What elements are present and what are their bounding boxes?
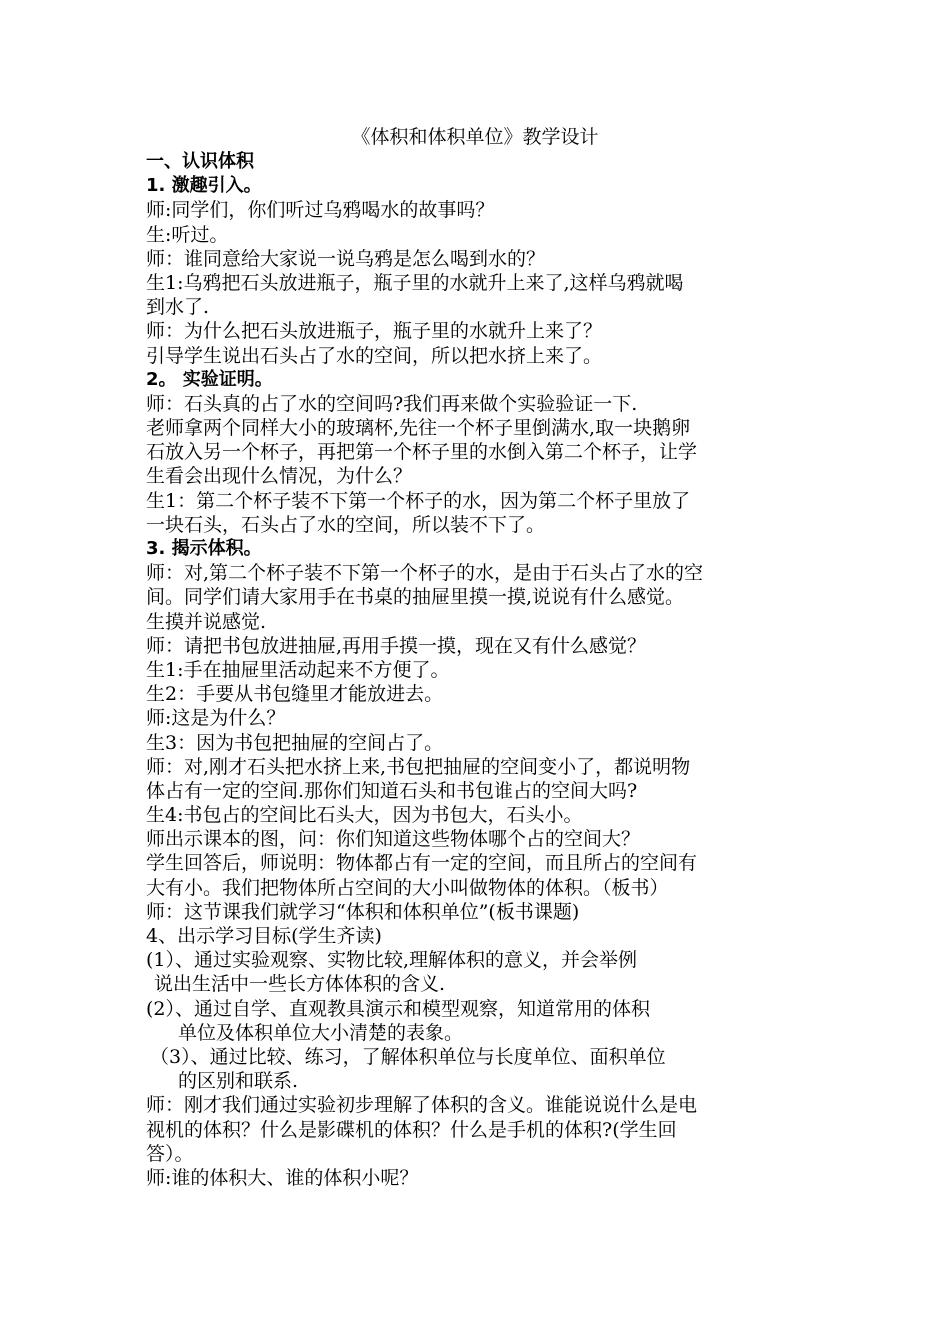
paragraph-line: 间。同学们请大家用手在书桌的抽屉里摸一摸,说说有什么感觉。 — [146, 586, 685, 609]
paragraph-line: 一块石头，石头占了水的空间，所以装不下了。 — [146, 513, 546, 536]
paragraph-line: 体占有一定的空间.那你们知道石头和书包谁占的空间大吗? — [146, 779, 638, 802]
paragraph-line: 师：刚才我们通过实验初步理解了体积的含义。谁能说说什么是电 — [146, 1094, 698, 1117]
paragraph-line: 生2：手要从书包缝里才能放进去。 — [146, 683, 444, 706]
subsection-heading: 2。 实验证明。 — [146, 368, 273, 390]
paragraph-line: 答）。 — [146, 1142, 194, 1165]
paragraph-line: 师：对,第二个杯子装不下第一个杯子的水，是由于石头占了水的空 — [146, 562, 704, 585]
paragraph-line: 师:谁的体积大、谁的体积小呢？ — [146, 1166, 419, 1189]
paragraph-line: 引导学生说出石头占了水的空间，所以把水挤上来了。 — [146, 344, 603, 367]
paragraph-line: 4、出示学习目标(学生齐读) — [146, 925, 382, 947]
paragraph-line: 师:同学们，你们听过乌鸦喝水的故事吗？ — [146, 199, 495, 222]
paragraph-line: 视机的体积？什么是影碟机的体积？什么是手机的体积?(学生回 — [146, 1118, 677, 1141]
objective-continuation: 的区别和联系. — [178, 1070, 299, 1093]
section-heading: 一、认识体积 — [146, 151, 254, 172]
paragraph-line: 师：为什么把石头放进瓶子，瓶子里的水就升上来了？ — [146, 320, 603, 343]
paragraph-line: 师：请把书包放进抽屉,再用手摸一摸，现在又有什么感觉？ — [146, 634, 647, 657]
paragraph-line: 师：谁同意给大家说一说乌鸦是怎么喝到水的？ — [146, 247, 546, 270]
objective-continuation: 单位及体积单位大小清楚的表象。 — [178, 1021, 464, 1044]
paragraph-line: 生1:乌鸦把石头放进瓶子，瓶子里的水就升上来了,这样乌鸦就喝 — [146, 271, 684, 294]
paragraph-line: 生1:手在抽屉里活动起来不方便了。 — [146, 658, 450, 681]
objective-continuation: 说出生活中一些长方体体积的含义. — [154, 973, 446, 996]
paragraph-line: 石放入另一个杯子，再把第一个杯子里的水倒入第二个杯子，让学 — [146, 441, 698, 464]
objective-item: (1）、通过实验观察、实物比较,理解体积的意义，并会举例 — [146, 949, 638, 972]
objective-item: (2）、通过自学、直观教具演示和模型观察，知道常用的体积 — [146, 997, 651, 1020]
objective-item: （3）、通过比较、练习，了解体积单位与长度单位、面积单位 — [150, 1045, 666, 1068]
paragraph-line: 师：对,刚才石头把水挤上来,书包把抽屉的空间变小了，都说明物 — [146, 755, 691, 778]
paragraph-line: 师：这节课我们就学习“体积和体积单位”(板书课题) — [146, 900, 580, 923]
subsection-heading: 3. 揭示体积。 — [146, 538, 262, 559]
paragraph-line: 师出示课本的图，问：你们知道这些物体哪个占的空间大？ — [146, 828, 641, 851]
paragraph-line: 生4:书包占的空间比石头大，因为书包大，石头小。 — [146, 804, 583, 827]
paragraph-line: 大有小。我们把物体所占空间的大小叫做物体的体积。（板书） — [146, 876, 669, 899]
paragraph-line: 学生回答后，师说明：物体都占有一定的空间，而且所占的空间有 — [146, 852, 698, 875]
paragraph-line: 生摸并说感觉. — [146, 610, 267, 633]
paragraph-line: 生1：第二个杯子装不下第一个杯子的水，因为第二个杯子里放了 — [146, 489, 691, 512]
document-body — [146, 150, 816, 1190]
paragraph-line: 到水了. — [146, 296, 210, 319]
paragraph-line: 生:听过。 — [146, 223, 229, 246]
paragraph-line: 老师拿两个同样大小的玻璃杯,先往一个杯子里倒满水,取一块鹅卵 — [146, 417, 691, 440]
paragraph-line: 生3：因为书包把抽屉的空间占了。 — [146, 731, 444, 754]
paragraph-line: 师：石头真的占了水的空间吗?我们再来做个实验验证一下. — [146, 392, 638, 415]
paragraph-line: 师:这是为什么？ — [146, 707, 286, 730]
subsection-heading: 1. 激趣引入。 — [146, 175, 262, 197]
paragraph-line: 生看会出现什么情况，为什么？ — [146, 465, 413, 488]
document-title: 《体积和体积单位》教学设计 — [351, 126, 599, 148]
